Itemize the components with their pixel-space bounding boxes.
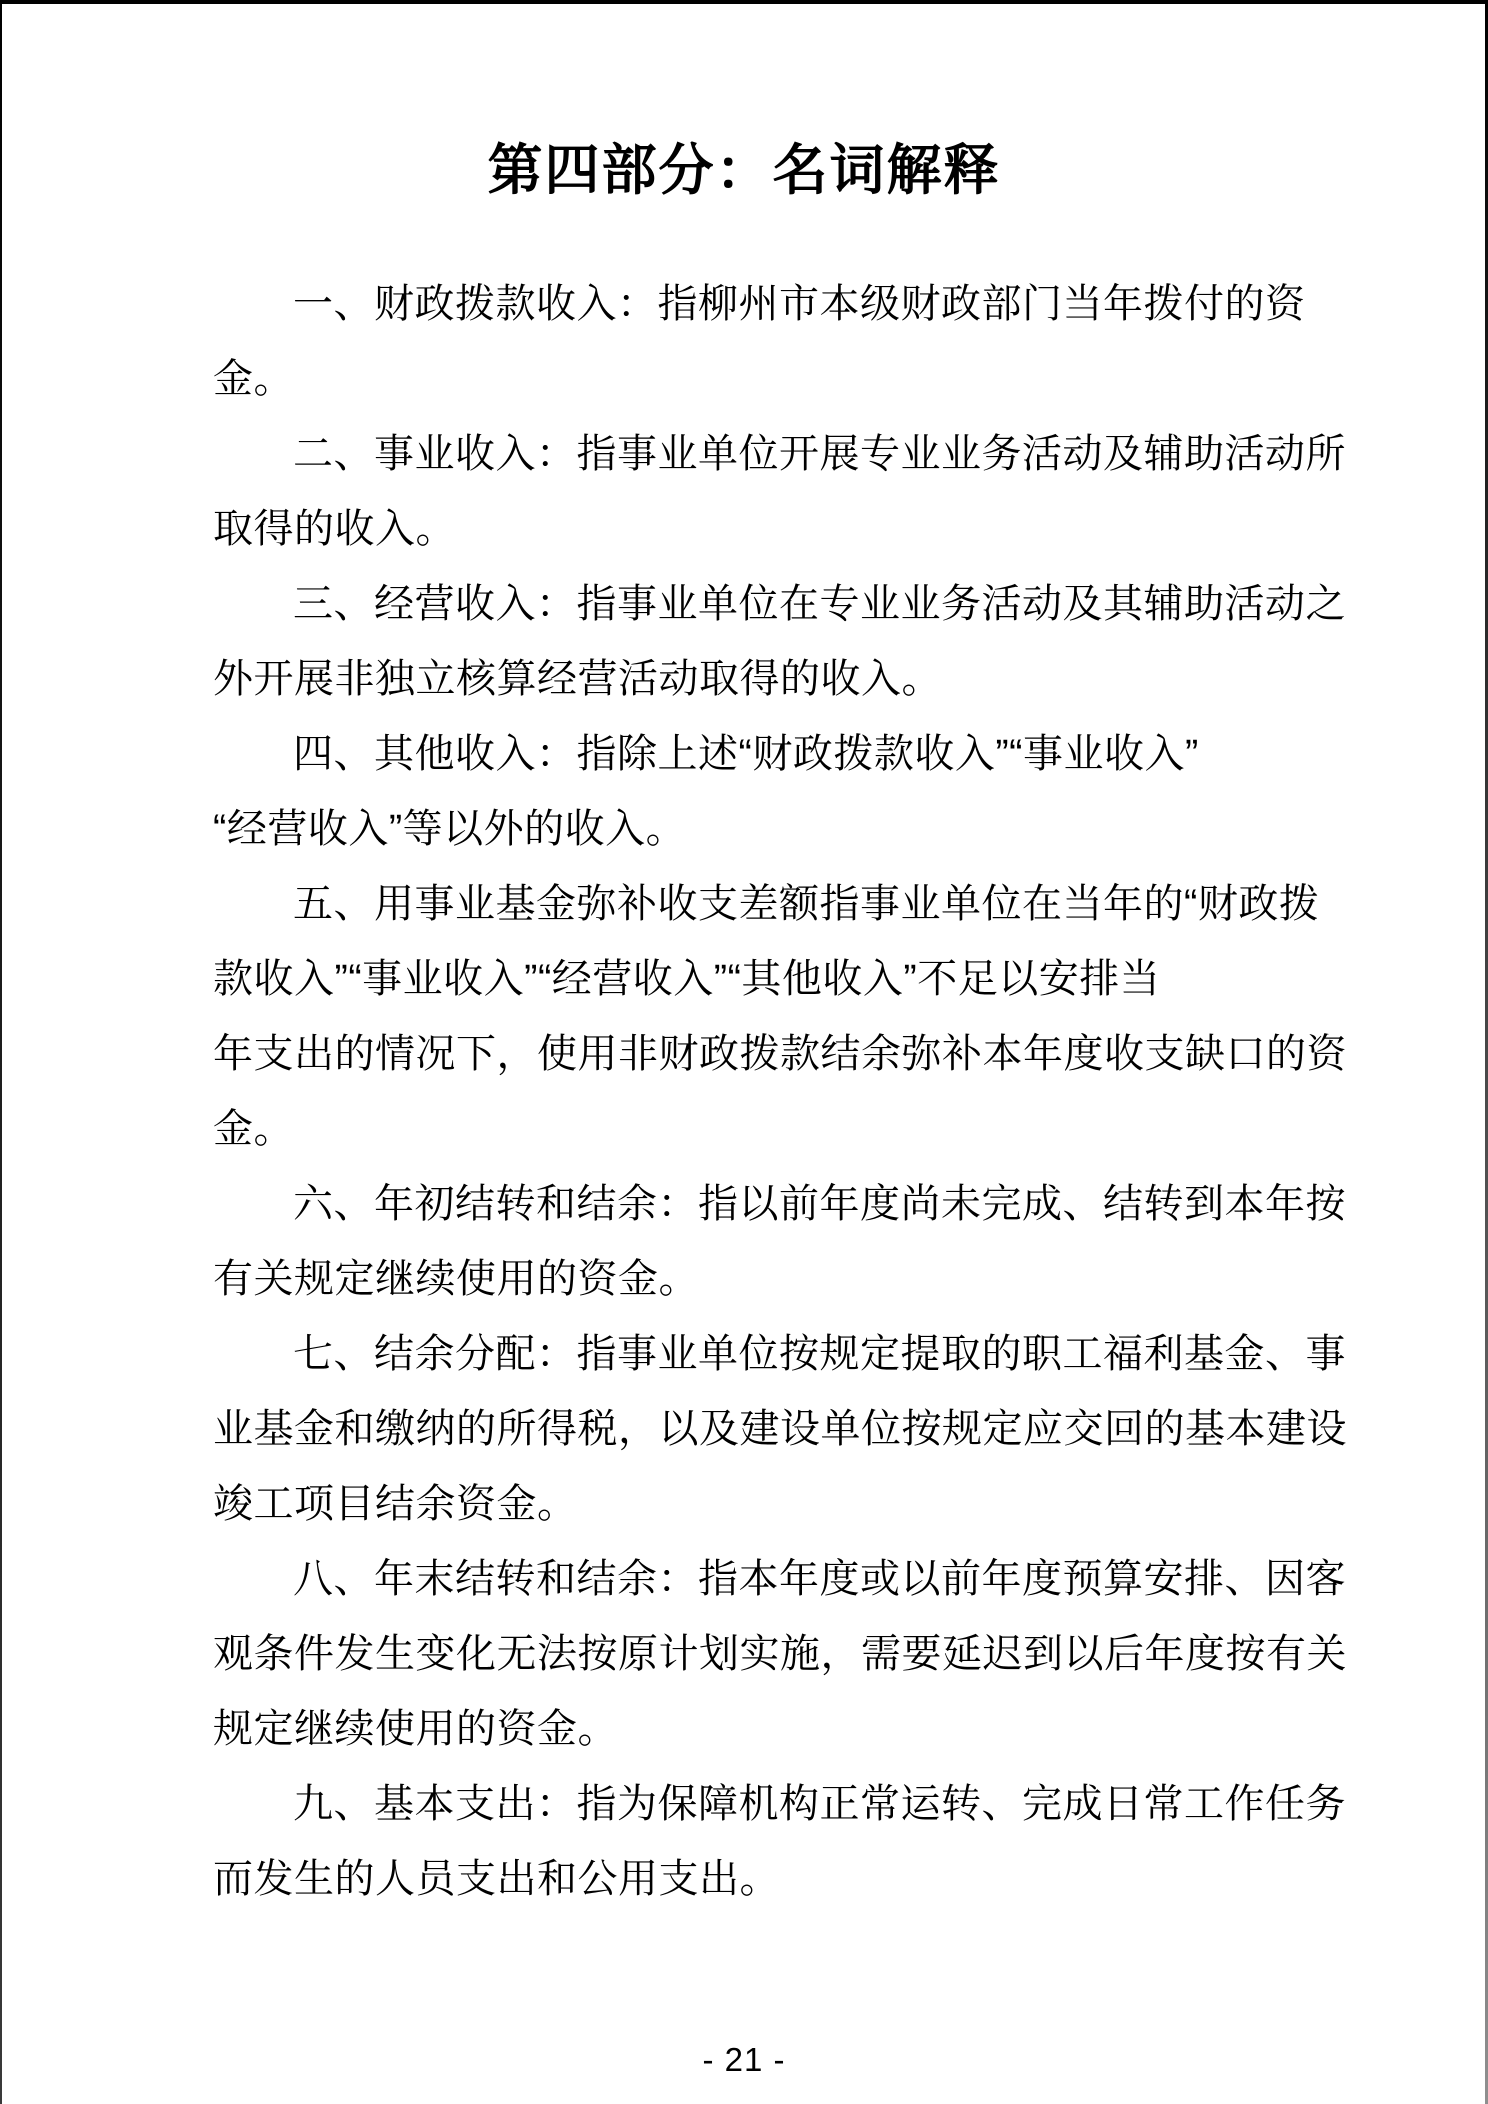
- paragraph-3-line-2: 外开展非独立核算经营活动取得的收入。: [213, 657, 942, 701]
- paragraph-5-line-2: 款收入”“事业收入”“经营收入”“其他收入”不足以安排当: [213, 957, 1161, 1001]
- paragraph-5-line-4: 金。: [213, 1107, 294, 1151]
- glossary-text: [213, 267, 1347, 1917]
- paragraph-4-line-1: 四、其他收入：指除上述“财政拨款收入”“事业收入”: [293, 732, 1199, 776]
- paragraph-9-line-2: 而发生的人员支出和公用支出。: [213, 1857, 780, 1901]
- paragraph-1-line-1: 一、财政拨款收入：指柳州市本级财政部门当年拨付的资: [293, 282, 1306, 326]
- paragraph-6-line-2: 有关规定继续使用的资金。: [213, 1257, 699, 1301]
- scan-edge-top: [0, 0, 1488, 4]
- paragraph-5-line-1: 五、用事业基金弥补收支差额指事业单位在当年的“财政拨: [293, 882, 1320, 926]
- paragraph-8-line-3: 规定继续使用的资金。: [213, 1707, 618, 1751]
- paragraph-7-line-2: 业基金和缴纳的所得税，以及建设单位按规定应交回的基本建设: [213, 1407, 1347, 1451]
- paragraph-7-line-3: 竣工项目结余资金。: [213, 1482, 578, 1526]
- page-number: - 21 -: [702, 2041, 786, 2078]
- paragraph-2-line-1: 二、事业收入：指事业单位开展专业业务活动及辅助活动所: [293, 432, 1346, 476]
- paragraph-1-line-2: 金。: [213, 357, 294, 401]
- paragraph-8-line-2: 观条件发生变化无法按原计划实施，需要延迟到以后年度按有关: [213, 1632, 1347, 1676]
- scan-edge-left: [0, 0, 2, 2104]
- paragraph-2-line-2: 取得的收入。: [213, 507, 456, 551]
- paragraph-7-line-1: 七、结余分配：指事业单位按规定提取的职工福利基金、事: [293, 1332, 1346, 1376]
- paragraph-6-line-1: 六、年初结转和结余：指以前年度尚未完成、结转到本年按: [293, 1182, 1346, 1226]
- paragraph-3-line-1: 三、经营收入：指事业单位在专业业务活动及其辅助活动之: [293, 582, 1346, 626]
- paragraph-5-line-3: 年支出的情况下，使用非财政拨款结余弥补本年度收支缺口的资: [213, 1032, 1347, 1076]
- paragraph-4-line-2: “经营收入”等以外的收入。: [213, 807, 687, 851]
- paragraph-9-line-1: 九、基本支出：指为保障机构正常运转、完成日常工作任务: [293, 1782, 1346, 1826]
- section-title: 第四部分：名词解释: [487, 139, 1001, 201]
- paragraph-8-line-1: 八、年末结转和结余：指本年度或以前年度预算安排、因客: [293, 1557, 1346, 1601]
